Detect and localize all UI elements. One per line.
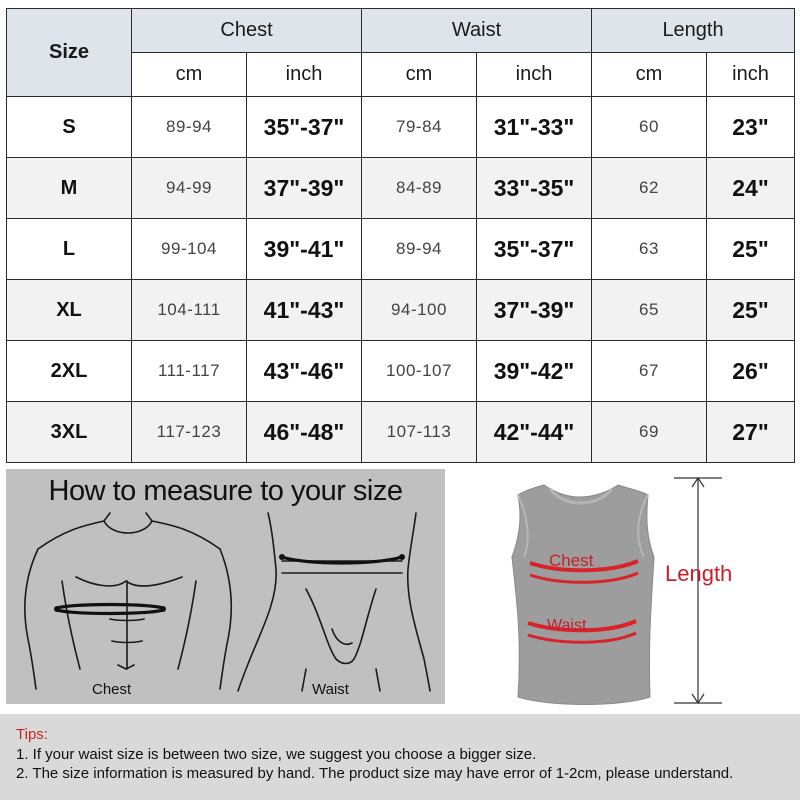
- length-inch-value: 26": [707, 341, 795, 402]
- size-row: [7, 280, 795, 341]
- length-inch-value: 23": [707, 97, 795, 158]
- chest-inch-value: 41"-43": [247, 280, 362, 341]
- length-inch-header: inch: [707, 53, 795, 97]
- size-row: [7, 402, 795, 463]
- size-row: [7, 158, 795, 219]
- length-label: Length: [665, 561, 733, 586]
- vest-chest-label: Chest: [549, 551, 594, 570]
- tip-line: 1. If your waist size is between two size, we suggest you choose a bigger size.: [16, 746, 537, 763]
- guide-title: How to measure to your size: [48, 475, 403, 507]
- tips-box: [0, 714, 800, 800]
- chest-cm-value: 94-99: [132, 158, 247, 219]
- size-label: 3XL: [7, 402, 132, 463]
- waist-torso-icon: [238, 513, 430, 691]
- size-label: XL: [7, 280, 132, 341]
- size-row: [7, 219, 795, 280]
- waist-measure-band: [282, 557, 402, 563]
- chest-measure-band: [56, 605, 164, 614]
- waist-cm-value: 100-107: [362, 341, 477, 402]
- body-measurement-illustration: [6, 469, 445, 704]
- length-indicator: [674, 478, 722, 703]
- length-inch-value: 25": [707, 219, 795, 280]
- size-label: L: [7, 219, 132, 280]
- waist-header: Waist: [362, 9, 592, 53]
- chest-cm-value: 117-123: [132, 402, 247, 463]
- size-label: 2XL: [7, 341, 132, 402]
- chest-cm-value: 104-111: [132, 280, 247, 341]
- waist-cm-value: 84-89: [362, 158, 477, 219]
- vest-waist-label: Waist: [547, 617, 587, 634]
- size-rows: [7, 97, 795, 463]
- chest-torso-icon: [25, 513, 231, 689]
- waist-cm-value: 79-84: [362, 97, 477, 158]
- waist-cm-value: 94-100: [362, 280, 477, 341]
- length-cm-value: 63: [592, 219, 707, 280]
- size-label: S: [7, 97, 132, 158]
- vest-image: [512, 485, 654, 705]
- chest-inch-value: 35"-37": [247, 97, 362, 158]
- chest-caption: Chest: [92, 681, 132, 698]
- chest-inch-value: 46"-48": [247, 402, 362, 463]
- chest-header: Chest: [132, 9, 362, 53]
- tips-title: Tips:: [16, 726, 48, 743]
- size-label: M: [7, 158, 132, 219]
- length-cm-value: 65: [592, 280, 707, 341]
- length-cm-value: 67: [592, 341, 707, 402]
- length-header: Length: [592, 9, 795, 53]
- waist-cm-value: 89-94: [362, 219, 477, 280]
- chest-inch-value: 39"-41": [247, 219, 362, 280]
- waist-inch-value: 39"-42": [477, 341, 592, 402]
- length-inch-value: 27": [707, 402, 795, 463]
- size-row: [7, 97, 795, 158]
- chest-cm-value: 99-104: [132, 219, 247, 280]
- length-inch-value: 24": [707, 158, 795, 219]
- waist-inch-value: 35"-37": [477, 219, 592, 280]
- waist-cm-value: 107-113: [362, 402, 477, 463]
- size-header: Size: [7, 9, 132, 97]
- waist-caption: Waist: [312, 681, 349, 698]
- waist-inch-value: 33"-35": [477, 158, 592, 219]
- chest-inch-header: inch: [247, 53, 362, 97]
- length-cm-value: 69: [592, 402, 707, 463]
- length-cm-value: 62: [592, 158, 707, 219]
- tip-line: 2. The size information is measured by hand. The product size may have error of 1-2cm, please understand.: [16, 765, 734, 782]
- waist-inch-value: 42"-44": [477, 402, 592, 463]
- chest-inch-value: 37"-39": [247, 158, 362, 219]
- chest-inch-value: 43"-46": [247, 341, 362, 402]
- waist-inch-header: inch: [477, 53, 592, 97]
- size-row: [7, 341, 795, 402]
- vest-illustration: [460, 465, 760, 710]
- waist-cm-header: cm: [362, 53, 477, 97]
- length-inch-value: 25": [707, 280, 795, 341]
- waist-inch-value: 31"-33": [477, 97, 592, 158]
- chest-cm-value: 89-94: [132, 97, 247, 158]
- waist-inch-value: 37"-39": [477, 280, 592, 341]
- length-cm-value: 60: [592, 97, 707, 158]
- chest-cm-value: 111-117: [132, 341, 247, 402]
- size-chart-table: [6, 8, 795, 463]
- length-cm-header: cm: [592, 53, 707, 97]
- measuring-guide-panel: [6, 469, 445, 704]
- chest-cm-header: cm: [132, 53, 247, 97]
